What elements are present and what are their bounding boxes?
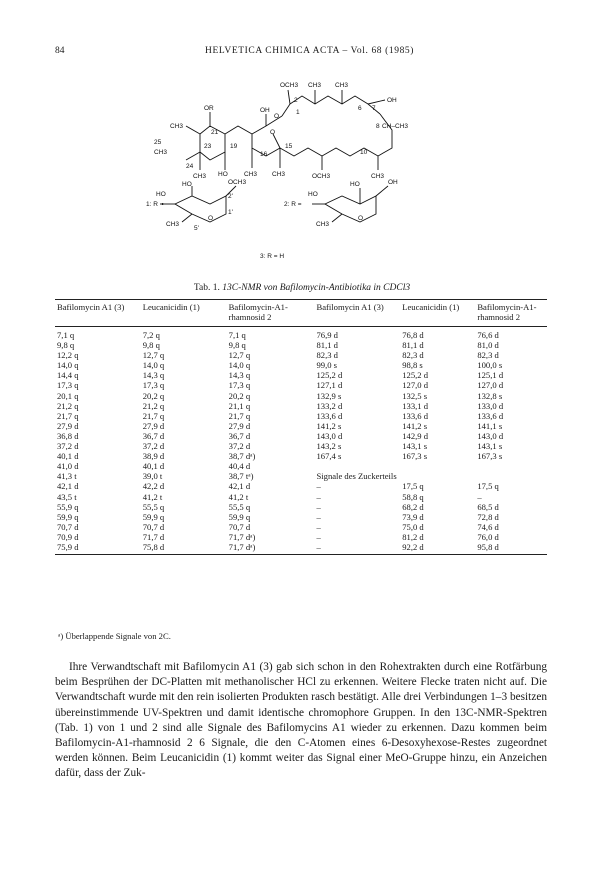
table-cell: 21,1 q: [228, 400, 251, 411]
label-r2-ch3: CH3: [316, 221, 330, 228]
table-cell: 14,0 q: [57, 360, 79, 371]
label-ch3-25: CH3: [154, 149, 168, 156]
table-cell: 37,2 d: [142, 441, 165, 452]
table-caption: [0, 283, 604, 293]
table-cell: 127,1 d: [316, 380, 343, 391]
table-cell: 36,7 d: [228, 430, 251, 441]
table-cell: 133,6 d: [402, 410, 428, 421]
table-cell: 82,3 d: [477, 350, 499, 361]
table-cell: 20,1 q: [57, 390, 79, 401]
table-cell: 21,7 q: [228, 410, 251, 421]
table-cell: 20,2 q: [228, 390, 251, 401]
label-n8: 8: [376, 123, 380, 130]
table-cell: 21,2 q: [57, 400, 79, 411]
label-r1-5p: 5': [194, 225, 199, 232]
table-cell: 98,8 s: [402, 360, 423, 371]
table-cell: 72,8 d: [477, 511, 499, 522]
label-r1-ho2: HO: [156, 191, 166, 198]
table-cell: 76,0 d: [477, 531, 499, 542]
table-row: [55, 391, 547, 401]
label-oh-top: OH: [387, 97, 397, 104]
table-cell: –: [477, 491, 482, 502]
table-cell: 143,0 d: [477, 430, 504, 441]
label-ch3-b3: CH3: [371, 173, 385, 180]
table-cell: 125,2 d: [316, 370, 343, 381]
table-cell: 17,3 q: [228, 380, 251, 391]
table-cell: 81,1 d: [316, 340, 338, 351]
table-cell: 14,0 q: [142, 360, 165, 371]
table-cell: 76,6 d: [477, 330, 499, 340]
table-cell: 27,9 d: [142, 420, 165, 431]
label-r2-ho: HO: [350, 181, 360, 188]
label-n15: 15: [285, 143, 293, 150]
table-cell: 81,1 d: [402, 340, 424, 351]
table-cell: 36,7 d: [142, 430, 165, 441]
table-cell: 38,7 dᵃ): [228, 451, 256, 462]
body-text: [55, 660, 547, 782]
table-cell: 55,5 q: [228, 501, 251, 512]
table-cell: 132,8 s: [477, 390, 503, 401]
table-row: [55, 542, 547, 555]
page-number: 84: [55, 46, 65, 56]
table-cell: 21,7 q: [57, 410, 79, 421]
table-cell: 133,6 d: [477, 410, 504, 421]
table-cell: 17,3 q: [142, 380, 165, 391]
label-r1-ch3: CH3: [166, 221, 180, 228]
table-cell: –: [316, 501, 321, 512]
table-cell: 81,0 d: [477, 340, 499, 351]
table-cell: 21,2 q: [142, 400, 165, 411]
structure-figure: [110, 74, 490, 274]
table-row: [55, 441, 547, 451]
label-r1-1p: 1': [228, 209, 233, 216]
label-r2-o: O: [358, 215, 364, 222]
col-header: Bafilomycin-A1-rhamnosid 2: [475, 300, 547, 327]
sugar-section-label: Signale des Zuckerteils: [316, 471, 397, 482]
table-cell: 133,6 d: [316, 410, 343, 421]
table-cell: 7,1 q: [228, 330, 246, 340]
label-ch3-b2: CH3: [272, 171, 286, 178]
col-header: Bafilomycin A1 (3): [55, 300, 141, 327]
table-cell: –: [316, 521, 321, 532]
table-cell: 100,0 s: [477, 360, 503, 371]
label-n7: 7: [372, 105, 376, 112]
table-row: [55, 401, 547, 411]
table-cell: 37,2 d: [228, 441, 251, 452]
table-row: [55, 481, 547, 491]
table-cell: 142,9 d: [402, 430, 428, 441]
table-cell: 132,5 s: [402, 390, 428, 401]
table-cell: 7,2 q: [142, 330, 160, 340]
table-cell: –: [316, 491, 321, 502]
caption-prefix: Tab. 1.: [193, 283, 223, 293]
label-o-ring: O: [274, 113, 280, 120]
table-cell: 14,0 q: [228, 360, 251, 371]
table-row: [55, 340, 547, 350]
table-cell: –: [314, 542, 400, 555]
table-cell: 141,1 s: [477, 420, 503, 431]
table-row: [55, 370, 547, 380]
label-n21: 21: [211, 129, 219, 136]
table-cell: 36,8 d: [57, 430, 79, 441]
table-cell: –: [316, 531, 321, 542]
table-cell: 95,8 d: [475, 542, 547, 555]
table-cell: 82,3 d: [402, 350, 424, 361]
table-cell: 14,4 q: [57, 370, 79, 381]
table-cell: 41,0 d: [57, 461, 79, 472]
table-cell: 75,9 d: [55, 542, 141, 555]
table-cell: 59,9 q: [228, 511, 251, 522]
table-row: [55, 512, 547, 522]
table-cell: 41,2 t: [142, 491, 163, 502]
caption-title: 13C-NMR von Bafilomycin-Antibiotika in CDCl3: [222, 283, 411, 293]
table-row: [55, 461, 547, 471]
table-cell: 20,2 q: [142, 390, 165, 401]
table-cell: 71,7 d: [142, 531, 165, 542]
table-cell: 76,8 d: [402, 330, 424, 340]
table-cell: 133,0 d: [477, 400, 504, 411]
table-cell: 71,7 dᵃ): [227, 542, 315, 555]
table-cell: 41,2 t: [228, 491, 249, 502]
table-cell: 76,9 d: [316, 330, 338, 340]
table-cell: 81,2 d: [402, 531, 424, 542]
table-row: [55, 451, 547, 461]
table-cell: 40,1 d: [142, 461, 165, 472]
label-ch3-top2: CH3: [335, 82, 349, 89]
label-ch3-24: CH3: [193, 173, 207, 180]
table-cell: 99,0 s: [316, 360, 338, 371]
label-or: OR: [204, 105, 214, 112]
table-cell: 58,8 q: [402, 491, 424, 502]
table-cell: 9,8 q: [57, 340, 75, 351]
structure-diagram: [110, 74, 490, 274]
table-cell: 74,6 d: [477, 521, 499, 532]
table-cell: 42,1 d: [228, 481, 251, 492]
table-cell: 70,9 d: [57, 531, 79, 542]
table-row: [55, 350, 547, 360]
label-n2: 2: [294, 97, 298, 104]
table-cell: 70,7 d: [57, 521, 79, 532]
table-cell: 141,2 s: [402, 420, 428, 431]
table-cell: 133,1 d: [402, 400, 428, 411]
table-cell: 82,3 d: [316, 350, 338, 361]
table-cell: [314, 461, 400, 471]
label-c25: 25: [154, 139, 162, 146]
label-r2: 2: R =: [284, 201, 302, 208]
table-footnote: ᵃ) Überlappende Signale von 2C.: [58, 631, 171, 641]
label-r1: 1: R =: [146, 201, 164, 208]
label-n19: 19: [230, 143, 238, 150]
table-cell: 127,0 d: [477, 380, 504, 391]
table-cell: 41,3 t: [57, 471, 77, 482]
table-row: [55, 492, 547, 502]
table-cell: 27,9 d: [57, 420, 79, 431]
table-cell: 68,5 d: [477, 501, 499, 512]
table-cell: 143,1 s: [402, 441, 428, 452]
table-cell: 21,7 q: [142, 410, 165, 421]
table-cell: 55,9 q: [57, 501, 79, 512]
label-n16: 16: [260, 151, 268, 158]
table-cell: 55,5 q: [142, 501, 165, 512]
table-cell: 12,2 q: [57, 350, 79, 361]
table-cell: 27,9 d: [228, 420, 251, 431]
label-och3-b: OCH3: [312, 173, 331, 180]
table-cell: 37,2 d: [57, 441, 79, 452]
label-o-mid: O: [270, 129, 276, 136]
table-cell: 125,2 d: [402, 370, 428, 381]
label-n6: 6: [358, 105, 362, 112]
label-r1-2p: 2': [228, 193, 233, 200]
table-cell: 43,5 t: [57, 491, 77, 502]
label-ch-ch3: CH–CH3: [382, 123, 409, 130]
table-cell: [475, 461, 547, 471]
table-cell: 75,0 d: [402, 521, 424, 532]
table-cell: [400, 461, 475, 471]
table-row: [55, 532, 547, 542]
table-cell: 167,3 s: [402, 451, 428, 462]
label-n23: 23: [204, 143, 212, 150]
label-n10: 10: [360, 149, 368, 156]
table-cell: 132,9 s: [316, 390, 342, 401]
table-cell: 59,9 q: [57, 511, 79, 522]
table-row: [55, 360, 547, 370]
table-cell: 38,9 d: [142, 451, 165, 462]
label-n1: 1: [296, 109, 300, 116]
table-cell: –: [316, 481, 321, 492]
table-cell: 92,2 d: [400, 542, 475, 555]
label-r3: 3: R = H: [260, 253, 285, 260]
col-header: Leucanicidin (1): [400, 300, 475, 327]
label-och3-top: OCH3: [280, 82, 299, 89]
table-cell: 68,2 d: [402, 501, 424, 512]
table-row: [55, 502, 547, 512]
table-row: [55, 522, 547, 532]
table-header-row: [55, 300, 547, 327]
label-ch3-top1: CH3: [308, 82, 322, 89]
label-r1-o: O: [208, 215, 214, 222]
table-cell: 143,1 s: [477, 441, 503, 452]
table-cell: 75,8 d: [141, 542, 227, 555]
table-cell: 14,3 q: [228, 370, 251, 381]
table-cell: 17,5 q: [402, 481, 424, 492]
table-cell: 9,8 q: [142, 340, 160, 351]
table-row: [55, 380, 547, 390]
table-cell: 38,7 tᵃ): [228, 471, 254, 482]
journal-running-head: HELVETICA CHIMICA ACTA – Vol. 68 (1985): [205, 46, 415, 56]
label-ch3-21: CH3: [170, 123, 184, 130]
label-r1-ho: HO: [182, 181, 192, 188]
table-cell: 70,7 d: [142, 521, 165, 532]
table-row: [55, 431, 547, 441]
table-cell: 167,4 s: [316, 451, 342, 462]
table-body: [55, 327, 547, 555]
table-cell: 42,2 d: [142, 481, 165, 492]
table-cell: 42,1 d: [57, 481, 79, 492]
table-cell: 9,8 q: [228, 340, 246, 351]
table-cell: 70,7 d: [228, 521, 251, 532]
col-header: Leucanicidin (1): [141, 300, 227, 327]
table-cell: 125,1 d: [477, 370, 504, 381]
table-cell: 59,9 q: [142, 511, 165, 522]
label-n24: 24: [186, 163, 194, 170]
table-cell: 167,3 s: [477, 451, 503, 462]
table-cell: 133,2 d: [316, 400, 343, 411]
table-cell: 7,1 q: [57, 330, 75, 340]
table-cell: 141,2 s: [316, 420, 342, 431]
table-cell: 71,7 dᵃ): [228, 531, 256, 542]
table-cell: 143,2 s: [316, 441, 342, 452]
nmr-table: [55, 299, 547, 555]
body-paragraph: Ihre Verwandtschaft mit Bafilomycin A1 (3) gab sich schon in den Rohextrakten durch eine Rotfärbung beim Besprühen der DC-Platten mit methanolischer HCl zu erkennen. Weitere Flecke traten nicht auf. Die Verwandtschaft wurde mit den rein isolierten Produkten rasch bestätigt. Alle drei Verbindungen 1–3 besitzen übereinstimmende UV-Spektren und damit identische chromophore Gruppen. In den 13C-NMR-Spektren (Tab. 1) von 1 und 2 sind alle Signale des Bafilomycins A1 wieder zu erkennen. Dazu kommen beim Bafilomycin-A1-rhamnosid 2 6 Signale, die den C-Atomen eines 6-Desoxyhexose-Restes zugeordnet werden können. Beim Leucanicidin (1) kommt weiter das Signal einer MeO-Gruppe hinzu, ein Anzeichen dafür, dass der Zuk-: [55, 661, 547, 780]
label-ch3-b1: CH3: [244, 171, 258, 178]
label-ho-mid: HO: [218, 171, 228, 178]
table-cell: 14,3 q: [142, 370, 165, 381]
table-row: [55, 411, 547, 421]
table-row: [55, 421, 547, 431]
table-cell: 40,4 d: [228, 461, 251, 472]
table-cell: 17,3 q: [57, 380, 79, 391]
label-r2-oh: OH: [388, 179, 398, 186]
col-header: Bafilomycin A1 (3): [314, 300, 400, 327]
table-cell: 12,7 q: [142, 350, 165, 361]
table-cell: 12,7 q: [228, 350, 251, 361]
table-cell: 40,1 d: [57, 451, 79, 462]
table-cell: 39,0 t: [142, 471, 163, 482]
table-cell: 17,5 q: [477, 481, 499, 492]
label-oh-mid: OH: [260, 107, 270, 114]
label-r2-ho2: HO: [308, 191, 318, 198]
table-cell: 127,0 d: [402, 380, 428, 391]
col-header: Bafilomycin-A1-rhamnosid 2: [227, 300, 315, 327]
table-cell: –: [316, 511, 321, 522]
table-cell: 73,9 d: [402, 511, 424, 522]
table-cell: 143,0 d: [316, 430, 343, 441]
table-row: [55, 471, 547, 481]
table-row: [55, 327, 547, 341]
label-r1-och3: OCH3: [228, 179, 247, 186]
